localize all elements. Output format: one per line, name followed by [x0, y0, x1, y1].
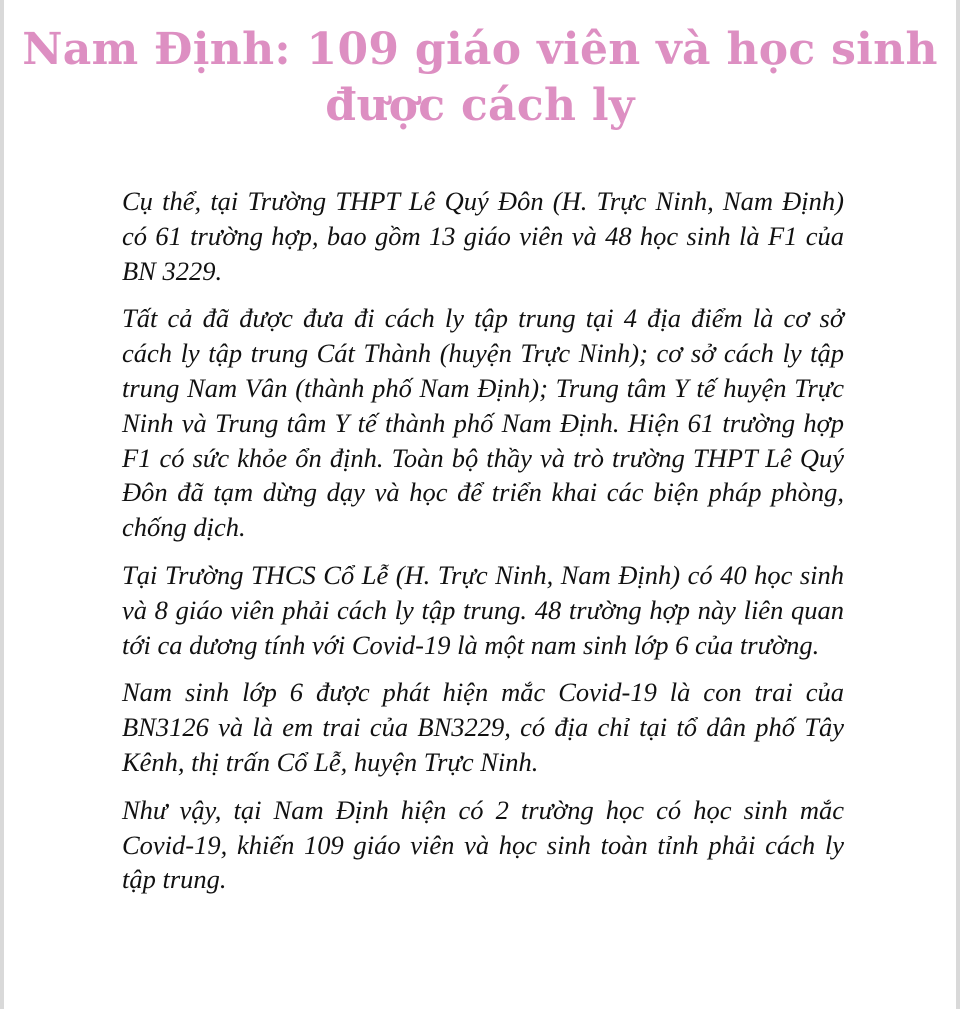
article-title: Nam Định: 109 giáo viên và học sinh được cách ly [22, 24, 938, 131]
article-paragraph-5: Như vậy, tại Nam Định hiện có 2 trường học có học sinh mắc Covid-19, khiến 109 giáo viên và học sinh toàn tỉnh phải cách ly tập trung. [122, 794, 844, 895]
article-paragraph-2: Tất cả đã được đưa đi cách ly tập trung tại 4 địa điểm là cơ sở cách ly tập trung Cát Thành (huyện Trực Ninh); cơ sở cách ly tập trung Nam Vân (thành phố Nam Định); Trung tâm Y tế huyện Trực Ninh và Trung tâm Y tế thành phố Nam Định. Hiện 61 trường hợp F1 có sức khỏe ổn định. Toàn bộ thầy và trò trường THPT Lê Quý Đôn đã tạm dừng dạy và học để triển khai các biện pháp phòng, chống dịch. [122, 303, 844, 543]
article-paragraph-1: Cụ thể, tại Trường THPT Lê Quý Đôn (H. Trực Ninh, Nam Định) có 61 trường hợp, bao gồm 13 giáo viên và 48 học sinh là F1 của BN 3229. [122, 186, 844, 286]
article-paragraph-3: Tại Trường THCS Cổ Lễ (H. Trực Ninh, Nam Định) có 40 học sinh và 8 giáo viên phải cách ly tập trung. 48 trường hợp này liên quan tới ca dương tính với Covid-19 là một nam sinh lớp 6 của trường. [122, 559, 844, 660]
article-body [122, 184, 844, 910]
article-paragraph-4: Nam sinh lớp 6 được phát hiện mắc Covid-19 là con trai của BN3126 và là em trai của BN3229, có địa chỉ tại tổ dân phố Tây Kênh, thị trấn Cổ Lễ, huyện Trực Ninh. [122, 677, 844, 777]
